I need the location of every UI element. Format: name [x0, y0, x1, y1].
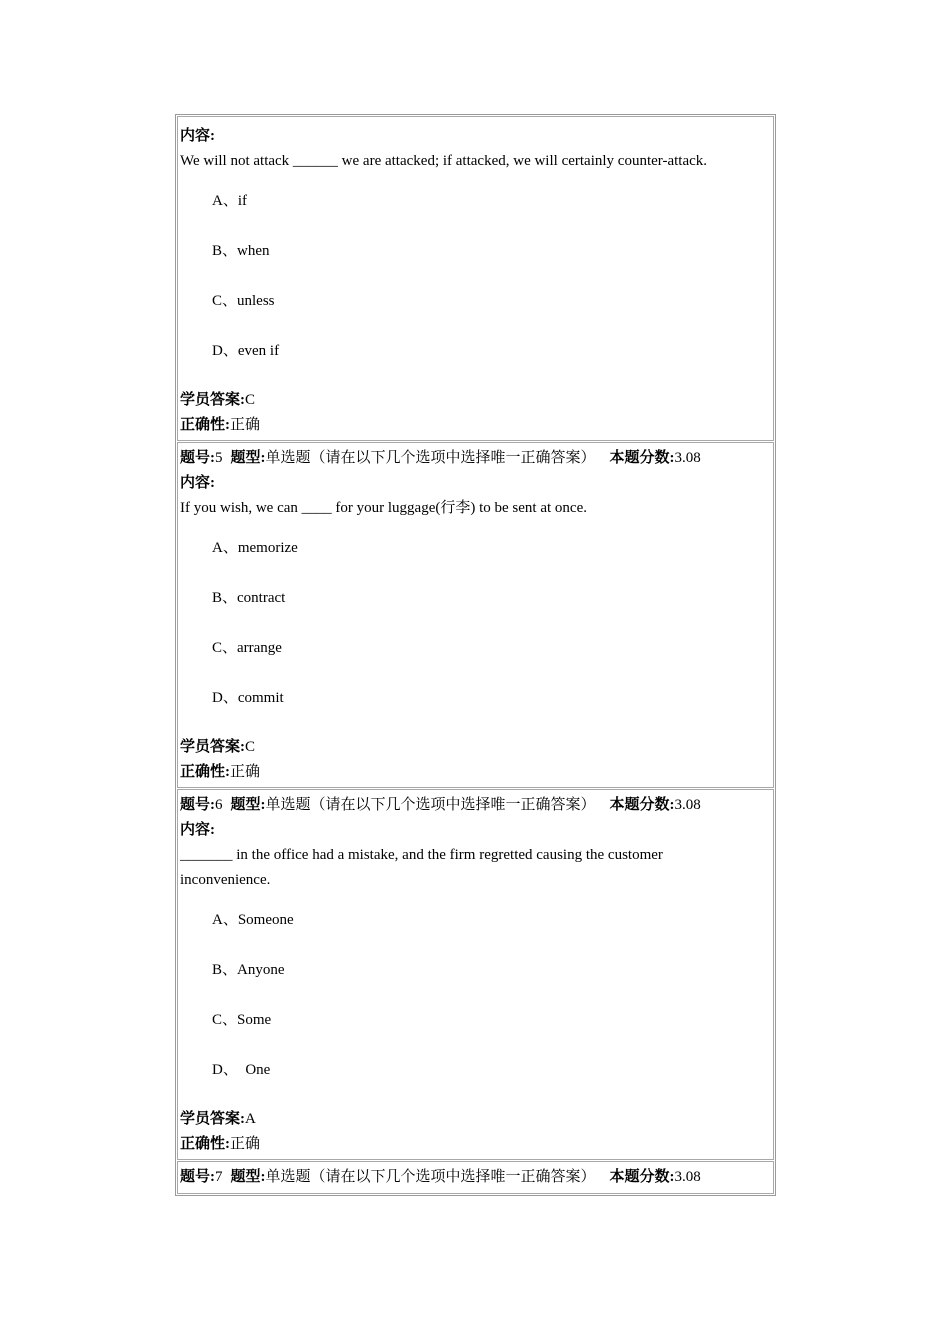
question-block-5	[177, 442, 774, 788]
question-block-7	[177, 1161, 774, 1194]
question-text: If you wish, we can ____ for your luggage(行李) to be sent at once.	[180, 500, 587, 516]
question-block-4	[177, 116, 774, 441]
option-list	[180, 908, 771, 1083]
student-answer-value: C	[245, 392, 256, 408]
option-b: B、contract	[212, 590, 286, 606]
option-list	[180, 189, 771, 364]
question-block-6	[177, 789, 774, 1160]
option-a: A、if	[212, 193, 247, 209]
option-d: D、even if	[212, 343, 280, 359]
student-answer: 学员答案:A	[180, 1111, 256, 1127]
question-score: 3.08	[674, 797, 701, 813]
question-text: We will not attack ______ we are attacked; if attacked, we will certainly counter-attack.	[180, 153, 708, 169]
question-score: 3.08	[674, 450, 701, 466]
correctness: 正确性:正确	[180, 1136, 261, 1152]
question-number: 7	[215, 1169, 223, 1185]
quiz-results-table	[175, 114, 776, 1196]
student-answer-value: C	[245, 739, 256, 755]
question-type: 单选题（请在以下几个选项中选择唯一正确答案）	[265, 797, 596, 813]
option-c: C、arrange	[212, 640, 282, 656]
option-a: A、memorize	[212, 540, 298, 556]
question-header: 题号:5 题型:单选题（请在以下几个选项中选择唯一正确答案） 本题分数:3.08	[180, 450, 701, 466]
option-list	[180, 536, 771, 711]
question-score: 3.08	[674, 1169, 701, 1185]
correctness-value: 正确	[230, 1136, 261, 1152]
correctness-value: 正确	[230, 764, 261, 780]
content-label: 内容:	[180, 475, 215, 491]
option-d: D、commit	[212, 690, 284, 706]
question-number: 6	[215, 797, 223, 813]
content-label: 内容:	[180, 128, 215, 144]
option-a: A、Someone	[212, 912, 294, 928]
option-b: B、Anyone	[212, 962, 285, 978]
correctness: 正确性:正确	[180, 417, 261, 433]
question-header: 题号:7 题型:单选题（请在以下几个选项中选择唯一正确答案） 本题分数:3.08	[180, 1169, 701, 1185]
question-type: 单选题（请在以下几个选项中选择唯一正确答案）	[265, 450, 596, 466]
student-answer: 学员答案:C	[180, 739, 256, 755]
question-type: 单选题（请在以下几个选项中选择唯一正确答案）	[265, 1169, 596, 1185]
option-c: C、Some	[212, 1012, 272, 1028]
option-d: D、 One	[212, 1062, 271, 1078]
option-c: C、unless	[212, 293, 275, 309]
student-answer-value: A	[245, 1111, 256, 1127]
correctness-value: 正确	[230, 417, 261, 433]
option-b: B、when	[212, 243, 270, 259]
question-text: _______ in the office had a mistake, and the firm regretted causing the customer inconvenience.	[180, 847, 663, 888]
question-number: 5	[215, 450, 223, 466]
question-header: 题号:6 题型:单选题（请在以下几个选项中选择唯一正确答案） 本题分数:3.08	[180, 797, 701, 813]
correctness: 正确性:正确	[180, 764, 261, 780]
student-answer: 学员答案:C	[180, 392, 256, 408]
content-label: 内容:	[180, 822, 215, 838]
